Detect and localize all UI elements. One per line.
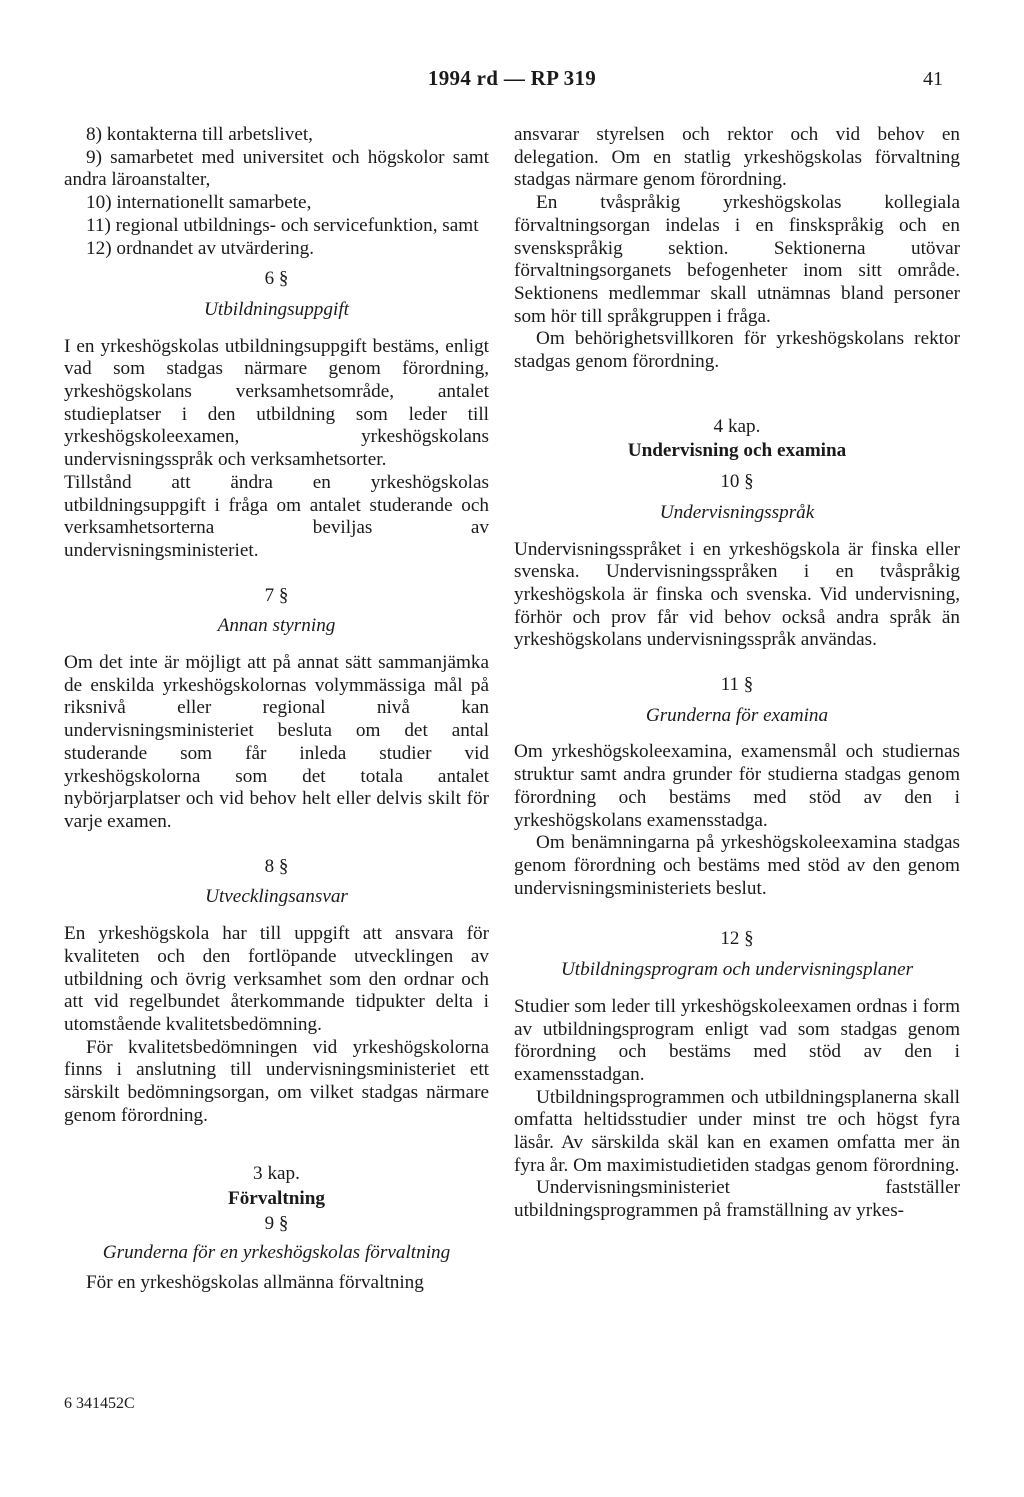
paragraph: Tillstånd att ändra en yrkeshögskolas utbildningsuppgift i fråga om antalet studerande och verksamhetsorterna beviljas av undervisningsministeriet.	[64, 471, 489, 561]
paragraph: För kvalitetsbedömningen vid yrkeshögskolorna finns i anslutning till undervisningsministeriet ett särskilt bedömningsorgan, om vilket stadgas närmare genom förordning.	[64, 1036, 489, 1126]
paragraph: För en yrkeshögskolas allmänna förvaltning	[86, 1272, 424, 1294]
page-number: 41	[923, 68, 943, 90]
section-heading: Utbildningsprogram och undervisningsplaner	[560, 959, 914, 981]
paragraph: Om yrkeshögskoleexamina, examensmål och studiernas struktur samt andra grunder för studierna stadgas genom förordning och bestäms med stöd av den i yrkeshögskolans examensstadga.	[514, 741, 960, 831]
section-heading: Utbildningsuppgift	[204, 298, 349, 320]
paragraph: Undervisningsspråket i en yrkeshögskola är finska eller svenska. Undervisningsspråken i en tvåspråkig yrkeshögskola är finska och svenska. Vid undervisning, förhör och prov får vid behov också andra språk än yrkeshögskolans undervisningsspråk användas.	[514, 538, 960, 651]
chapter-heading: Förvaltning	[227, 1188, 325, 1210]
right-column	[514, 124, 960, 1223]
section-number: 7 §	[264, 584, 289, 606]
paragraph: En yrkeshögskola har till uppgift att ansvara för kvaliteten och den fortlöpande utvecklingen av utbildning och övrig verksamhet som den ordnar och att vid regelbundet återkommande tidpukter delta i utomstående kvalitetsbedömning.	[64, 923, 489, 1035]
section-heading: Annan styrning	[217, 615, 336, 637]
section-number: 10 §	[720, 471, 754, 493]
list-item: 9) samarbetet med universitet och högskolor samt andra läroanstalter,	[64, 146, 489, 191]
paragraph: I en yrkeshögskolas utbildningsuppgift bestäms, enligt vad som stadgas närmare genom förordning, yrkeshögskolans verksamhetsområde, antalet studieplatser i den utbildning som leder till yrkeshögskoleexamen, yrkeshögskolans undervisningsspråk och verksamhetsorter.	[64, 335, 489, 471]
list-item: 8) kontakterna till arbetslivet,	[86, 124, 313, 145]
paragraph: Studier som leder till yrkeshögskoleexamen ordnas i form av utbildningsprogram enligt vad som stadgas genom förordning och bestäms med stöd av den i examensstadgan.	[514, 995, 960, 1085]
chapter-number: 4 kap.	[713, 415, 761, 437]
paragraph: Om behörighetsvillkoren för yrkeshögskolans rektor stadgas genom förordning.	[514, 328, 960, 373]
paragraph: ansvarar styrelsen och rektor och vid behov en delegation. Om en statlig yrkeshögskolas förvaltning stadgas närmare genom förordning.	[514, 124, 960, 191]
paragraph: Om benämningarna på yrkeshögskoleexamina stadgas genom förordning och bestäms med stöd av den genom undervisningsministeriets beslut.	[514, 832, 960, 899]
section-number: 12 §	[720, 928, 754, 950]
section-heading: Grunderna för en yrkeshögskolas förvaltning	[102, 1241, 451, 1263]
section-heading: Utvecklingsansvar	[205, 886, 348, 908]
section-number: 9 §	[264, 1212, 289, 1234]
chapter-number: 3 kap.	[253, 1163, 300, 1185]
section-heading: Grunderna för examina	[645, 704, 829, 726]
section-number: 11 §	[720, 674, 754, 696]
paragraph: En tvåspråkig yrkeshögskolas kollegiala förvaltningsorgan indelas i en finskspråkig och en svenskspråkig sektion. Sektionerna utövar förvaltningsorganets befogenheter inom sitt område. Sektionens medlemmar skall utnämnas bland personer som hör till språkgruppen i fråga.	[514, 192, 960, 327]
section-number: 6 §	[264, 268, 289, 290]
paragraph: Om det inte är möjligt att på annat sätt sammanjämka de enskilda yrkeshögskolornas volymmässiga mål på riksnivå eller regional nivå kan undervisningsministeriet besluta om det antal studerande som får inleda studier vid yrkeshögskolorna som det totala antalet nybörjarplatser och vid behov helt eller delvis skilt för varje examen.	[64, 652, 489, 832]
section-heading: Undervisningsspråk	[659, 501, 815, 523]
paragraph: Utbildningsprogrammen och utbildningsplanerna skall omfatta heltidsstudier under minst tre och högst fyra läsår. Av särskilda skäl kan en examen omfatta mer än fyra år. Om maximistudietiden stadgas genom förordning.	[514, 1086, 960, 1176]
footer-code: 6 341452C	[64, 1395, 135, 1412]
chapter-heading: Undervisning och examina	[627, 440, 847, 462]
list-item: 10) internationellt samarbete,	[86, 192, 312, 214]
section-number: 8 §	[264, 855, 289, 877]
list-item: 12) ordnandet av utvärdering.	[86, 237, 315, 259]
header-title: 1994 rd — RP 319	[427, 66, 597, 90]
list-item: 11) regional utbildnings- och servicefunktion, samt	[86, 214, 479, 236]
paragraph: Undervisningsministeriet fastställer utbildningsprogrammen på framställning av yrkes-	[514, 1177, 960, 1222]
left-column	[64, 124, 489, 1295]
